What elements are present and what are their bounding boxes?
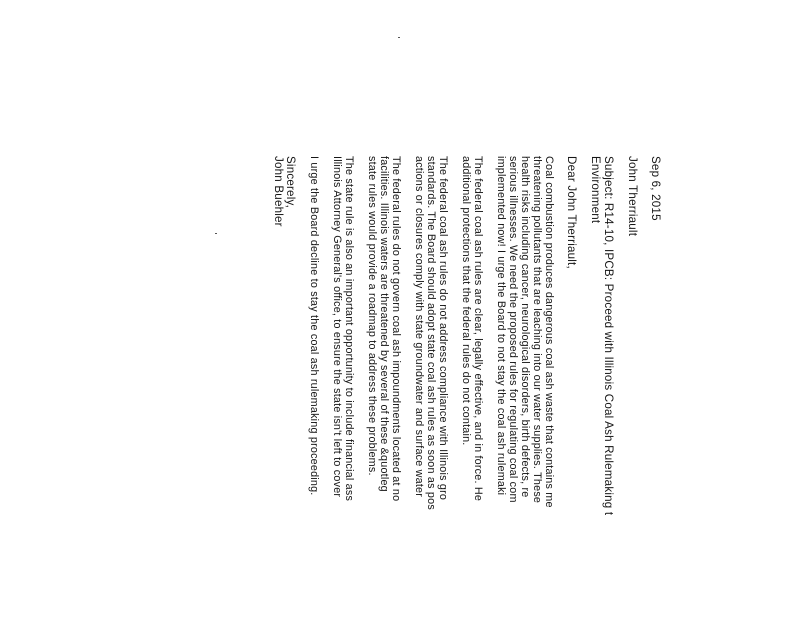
recipient-name: John Therriault bbox=[626, 156, 639, 237]
letter-date: Sep 6, 2015 bbox=[649, 156, 662, 221]
subject-line: Environment bbox=[589, 156, 602, 224]
paragraph-line: serious illnesses. We need the proposed rules for regulating coal com bbox=[507, 156, 519, 503]
signature-name: John Buehler bbox=[272, 156, 285, 227]
salutation: Dear John Therriault, bbox=[565, 156, 578, 269]
paragraph-line: Coal combustion produces dangerous coal ash waste that contains me bbox=[543, 156, 555, 508]
paragraph-line: threatening pollutants that are leaching into our water supplies. These bbox=[531, 156, 543, 504]
closing-request: I urge the Board decline to stay the coal ash rulemaking proceeding. bbox=[308, 156, 320, 496]
paragraph-line: implemented now! I urge the Board to not stay the coal ash rulemaki bbox=[495, 156, 507, 496]
paragraph-line: additional protections that the federal rules do not contain. bbox=[460, 156, 472, 446]
paragraph-line: The federal rules do not govern coal ash impoundments located at no bbox=[390, 156, 402, 502]
valediction: Sincerely, bbox=[284, 156, 297, 209]
paragraph-line: actions or closures comply with state groundwater and surface water bbox=[413, 156, 425, 498]
paragraph-line: facilities. Illinois waters are threatened by several of these &quotleg bbox=[378, 156, 390, 492]
paragraph-line: The federal coal ash rules are clear, legally effective, and in force. He bbox=[472, 156, 484, 502]
rotated-letter bbox=[182, 0, 800, 618]
paragraph-line: Illinois Attorney General's office, to ensure the state isn't left to cover bbox=[331, 156, 343, 498]
paragraph-line: The state rule is also an important opportunity to include financial ass bbox=[343, 156, 355, 502]
paragraph-line: health risks including cancer, neurological disorders, birth defects, re bbox=[519, 156, 531, 498]
paragraph-line: standards. The Board should adopt state coal ash rules as soon as pos bbox=[425, 156, 437, 510]
paragraph-line: The federal coal ash rules do not address compliance with Illinois gro bbox=[437, 156, 449, 501]
paragraph-line: state rules would provide a roadmap to address these problems. bbox=[366, 156, 378, 476]
subject-line: Subject: R14-10, IPCB: Proceed with Illinois Coal Ash Rulemaking t bbox=[602, 156, 615, 516]
